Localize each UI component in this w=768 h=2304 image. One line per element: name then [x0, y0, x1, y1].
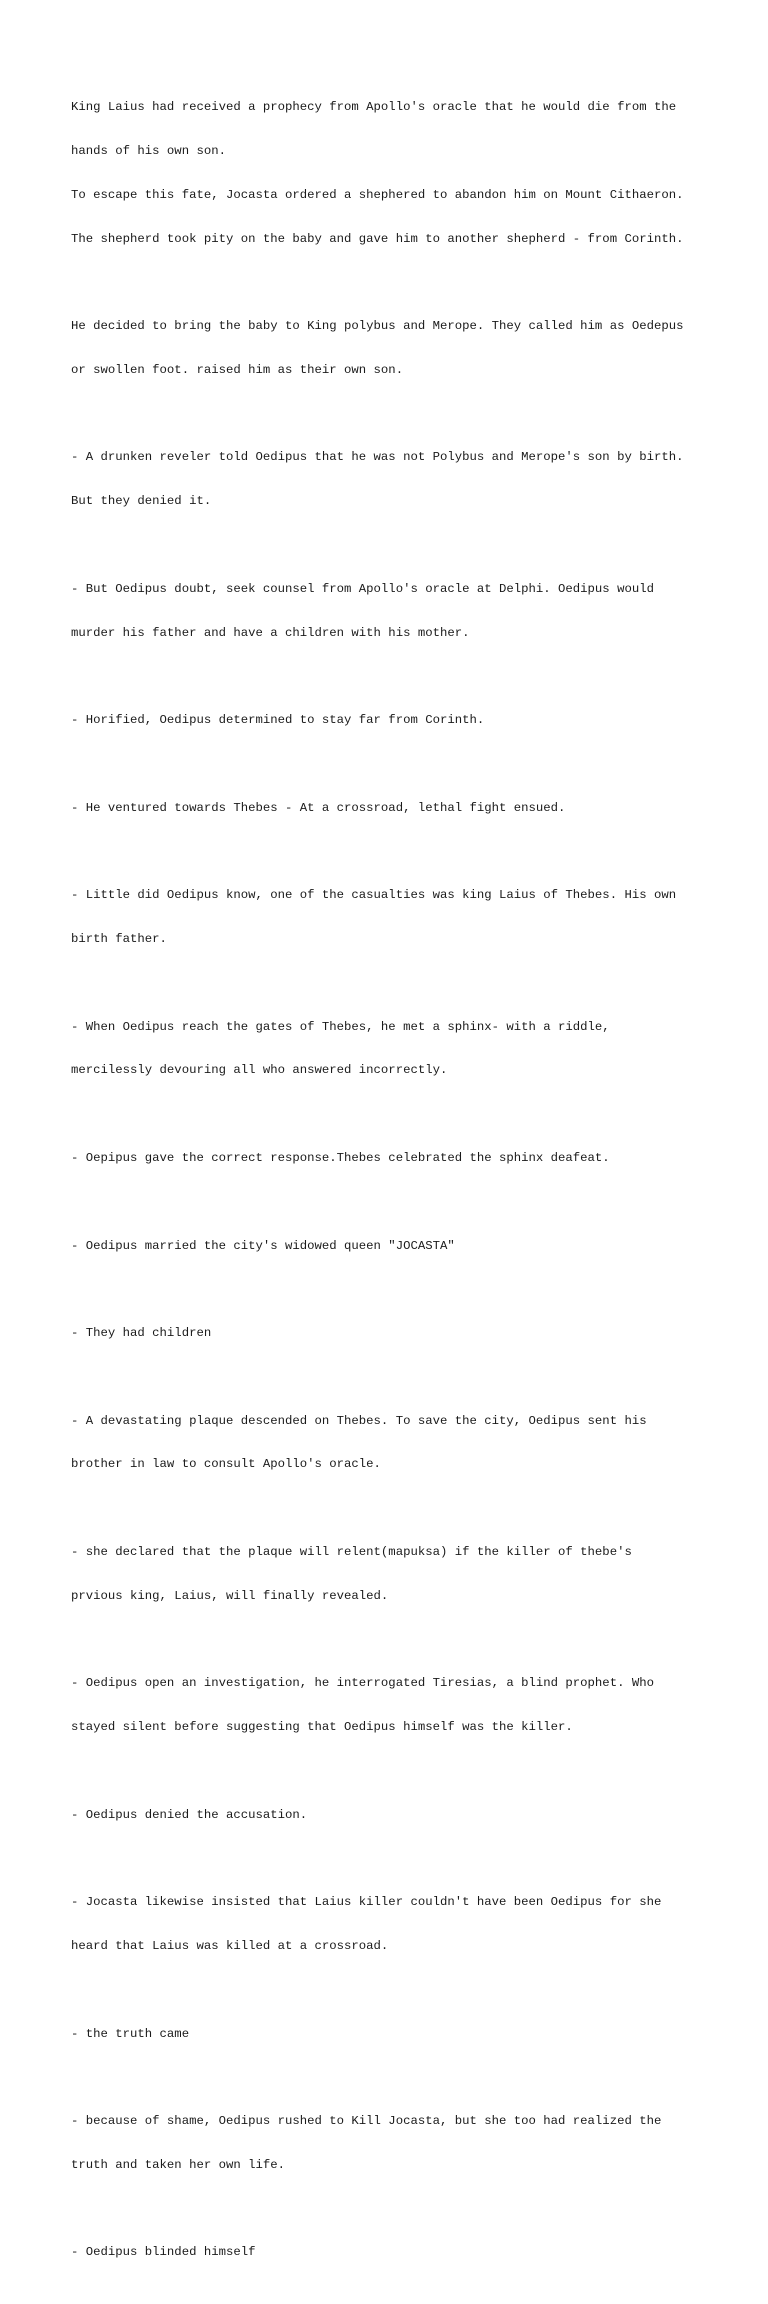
paragraph: [71, 1384, 711, 1501]
text-line: - Little did Oedipus know, one of the casualties was king Laius of Thebes. His own: [71, 888, 677, 903]
paragraph: [71, 684, 711, 757]
paragraph: [71, 421, 711, 538]
text-line: - Oedipus open an investigation, he interrogated Tiresias, a blind prophet. Who: [71, 1676, 654, 1691]
text-line: prvious king, Laius, will finally revealed.: [71, 1588, 389, 1603]
text-line: stayed silent before suggesting that Oedipus himself was the killer.: [71, 1720, 573, 1735]
text-line: He decided to bring the baby to King polybus and Merope. They called him as Oedepus: [71, 319, 684, 334]
paragraph: [71, 990, 711, 1107]
text-line: heard that Laius was killed at a crossroad.: [71, 1939, 389, 1953]
text-line: truth and taken her own life.: [71, 2157, 286, 2172]
text-line: birth father.: [71, 932, 167, 947]
text-line: The shepherd took pity on the baby and gave him to another shepherd - from Corinth.: [71, 231, 684, 246]
paragraph: [71, 1778, 711, 1851]
paragraph: [71, 1209, 711, 1282]
text-line: - she declared that the plaque will relent(mapuksa) if the killer of thebe's: [71, 1544, 632, 1559]
text-line: - because of shame, Oedipus rushed to Kill Jocasta, but she too had realized the: [71, 2114, 662, 2129]
paragraph: [71, 1997, 711, 2070]
paragraph: [71, 1866, 711, 1983]
text-line: or swollen foot. raised him as their own son.: [71, 362, 404, 377]
text-line: King Laius had received a prophecy from Apollo's oracle that he would die from the: [71, 100, 677, 115]
text-line: - Jocasta likewise insisted that Laius killer couldn't have been Oedipus for she: [71, 1895, 662, 1910]
paragraph: [71, 553, 711, 670]
paragraph: [71, 1122, 711, 1195]
paragraph: [71, 2216, 711, 2289]
text-line: - Horified, Oedipus determined to stay far from Corinth.: [71, 713, 485, 728]
text-line: - A drunken reveler told Oedipus that he was not Polybus and Merope's son by birth.: [71, 450, 684, 465]
text-line: - But Oedipus doubt, seek counsel from Apollo's oracle at Delphi. Oedipus would: [71, 581, 654, 596]
text-line: - Oedipus blinded himself: [71, 2245, 256, 2260]
text-line: brother in law to consult Apollo's oracle.: [71, 1457, 381, 1472]
text-line: - the truth came: [71, 2026, 190, 2041]
paragraph: [71, 772, 711, 845]
text-line: To escape this fate, Jocasta ordered a shephered to abandon him on Mount Cithaeron.: [71, 187, 684, 202]
text-line: - When Oedipus reach the gates of Thebes, he met a sphinx- with a riddle,: [71, 1019, 610, 1034]
text-line: - He ventured towards Thebes - At a crossroad, lethal fight ensued.: [71, 800, 566, 815]
paragraph: [71, 290, 711, 407]
text-line: - A devastating plaque descended on Thebes. To save the city, Oedipus sent his: [71, 1413, 647, 1428]
paragraph: [71, 1297, 711, 1370]
text-line: - Oedipus denied the accusation.: [71, 1807, 308, 1822]
text-line: mercilessly devouring all who answered incorrectly.: [71, 1063, 448, 1078]
paragraph: [71, 859, 711, 976]
paragraph: [71, 2085, 711, 2202]
document-page: [71, 71, 711, 2304]
text-line: hands of his own son.: [71, 143, 226, 158]
text-line: - Oedipus married the city's widowed queen "JOCASTA": [71, 1238, 455, 1253]
text-line: - Oepipus gave the correct response.Thebes celebrated the sphinx deafeat.: [71, 1150, 610, 1165]
paragraph: [71, 1647, 711, 1764]
paragraph: [71, 1516, 711, 1633]
text-line: murder his father and have a children with his mother.: [71, 625, 470, 640]
text-line: - They had children: [71, 1326, 212, 1341]
text-line: But they denied it.: [71, 494, 212, 509]
paragraph: [71, 71, 711, 275]
